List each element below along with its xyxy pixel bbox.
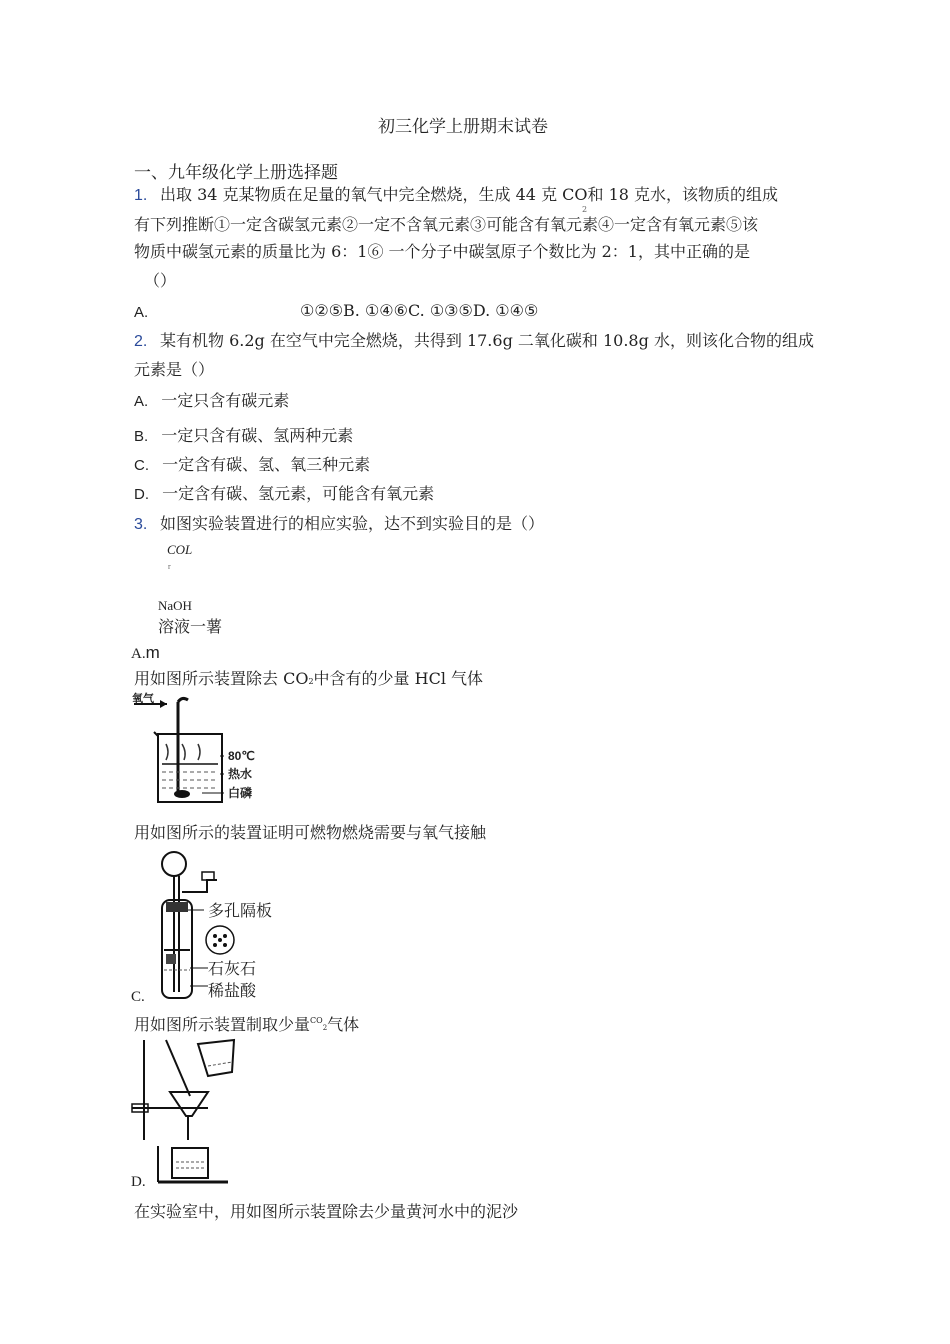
q3-c-co2: CO (310, 1016, 323, 1025)
q3-c-text-2: 气体 (327, 1015, 360, 1034)
q3-line1: 如图实验装置进行的相应实验，达不到实验目的是（） (160, 514, 545, 533)
figC-limestone-label: 石灰石 (208, 961, 257, 978)
q1-line1-text-b: 和 18 克水，该物质的组成 (587, 185, 779, 204)
q2-option-d-text: 一定含有碳、氢元素，可能含有氧元素 (162, 484, 435, 503)
q2-option-c (134, 457, 370, 473)
q3-option-a-label (131, 644, 160, 662)
q2-option-b-text: 一定只含有碳、氢两种元素 (161, 426, 354, 445)
page-title: 初三化学上册期末试卷 (378, 117, 548, 137)
q1-subscript: 2 (582, 205, 588, 214)
q3-a-text-2: 中含有的少量 HCl 气体 (313, 669, 484, 688)
figure-b-beaker (132, 694, 262, 808)
q3-c-text-1: 用如图所示装置制取少量 (134, 1015, 311, 1034)
q1-line3: 物质中碳氢元素的质量比为 6：1⑥ 一个分子中碳氢原子个数比为 2：1，其中正确的是 (134, 242, 750, 261)
figB-phosphorus-label: 白磷 (228, 786, 253, 800)
q2-number: 2. (134, 333, 148, 350)
q2-line1: 某有机物 6.2g 在空气中完全燃烧，共得到 17.6g 二氧化碳和 10.8g 水，则该化合物的组成 (160, 331, 814, 350)
figB-hotwater-label: 热水 (228, 767, 253, 781)
q2-option-c-label: C. (134, 457, 149, 474)
q2-option-c-text: 一定含有碳、氢、氧三种元素 (162, 455, 371, 474)
q3-a-text-sub: 2 (308, 677, 314, 686)
q3-a-text-1: 用如图所示装置除去 CO (134, 669, 309, 688)
figA-naoh-label: NaOH (158, 598, 192, 613)
figA-r-label: r (168, 562, 171, 571)
q1-number: 1. (134, 187, 148, 204)
q3-option-c-text (134, 1017, 359, 1033)
q3-c-co2-sub: 2 (322, 1024, 328, 1032)
q3-option-a-text (134, 671, 483, 687)
figA-solution-label: 溶液一薯 (158, 617, 223, 636)
q2-option-d (134, 486, 434, 502)
q3-option-a-letter: A. (131, 646, 146, 662)
figB-temp-label: 80℃ (228, 749, 255, 763)
q2-option-b-label: B. (134, 428, 149, 445)
q3-option-c-label: C. (131, 989, 145, 1005)
figC-acid-label: 稀盐酸 (208, 983, 257, 1000)
q3-option-b-text: 用如图所示的装置证明可燃物燃烧需要与氧气接触 (134, 823, 487, 842)
figB-oxygen-label: 氧气 (132, 693, 154, 705)
figure-d-filtration (128, 1036, 240, 1188)
q1-line1-text: 出取 34 克某物质在足量的氧气中完全燃烧，生成 44 克 CO (160, 185, 588, 204)
q2-line2: 元素是（） (134, 360, 215, 379)
q1-option-a-label: A. (134, 304, 149, 321)
figC-partition-label: 多孔隔板 (208, 903, 273, 920)
q1-paren: （） (144, 271, 177, 290)
q2-option-d-label: D. (134, 486, 149, 503)
q2-option-a (134, 393, 289, 409)
q1-line1 (160, 187, 778, 203)
q3-number: 3. (134, 516, 148, 533)
q2-option-a-text: 一定只含有碳元素 (161, 391, 290, 410)
figA-co-label: COL (167, 542, 193, 557)
q1-line2: 有下列推断①一定含碳氢元素②一定不含氧元素③可能含有氧元素④一定含有氧元素⑤该 (134, 215, 759, 234)
q3-option-d-label: D. (131, 1174, 146, 1190)
q1-options: ①②⑤B. ①④⑥C. ①③⑤D. ①④⑤ (300, 301, 539, 320)
q2-option-b (134, 428, 353, 444)
q2-option-a-label: A. (134, 393, 149, 410)
q3-option-d-text: 在实验室中，用如图所示装置除去少量黄河水中的泥沙 (134, 1202, 519, 1221)
figure-c-generator (152, 850, 277, 1005)
section-heading: 一、九年级化学上册选择题 (134, 163, 338, 183)
q3-option-a-mark: m (145, 643, 160, 662)
